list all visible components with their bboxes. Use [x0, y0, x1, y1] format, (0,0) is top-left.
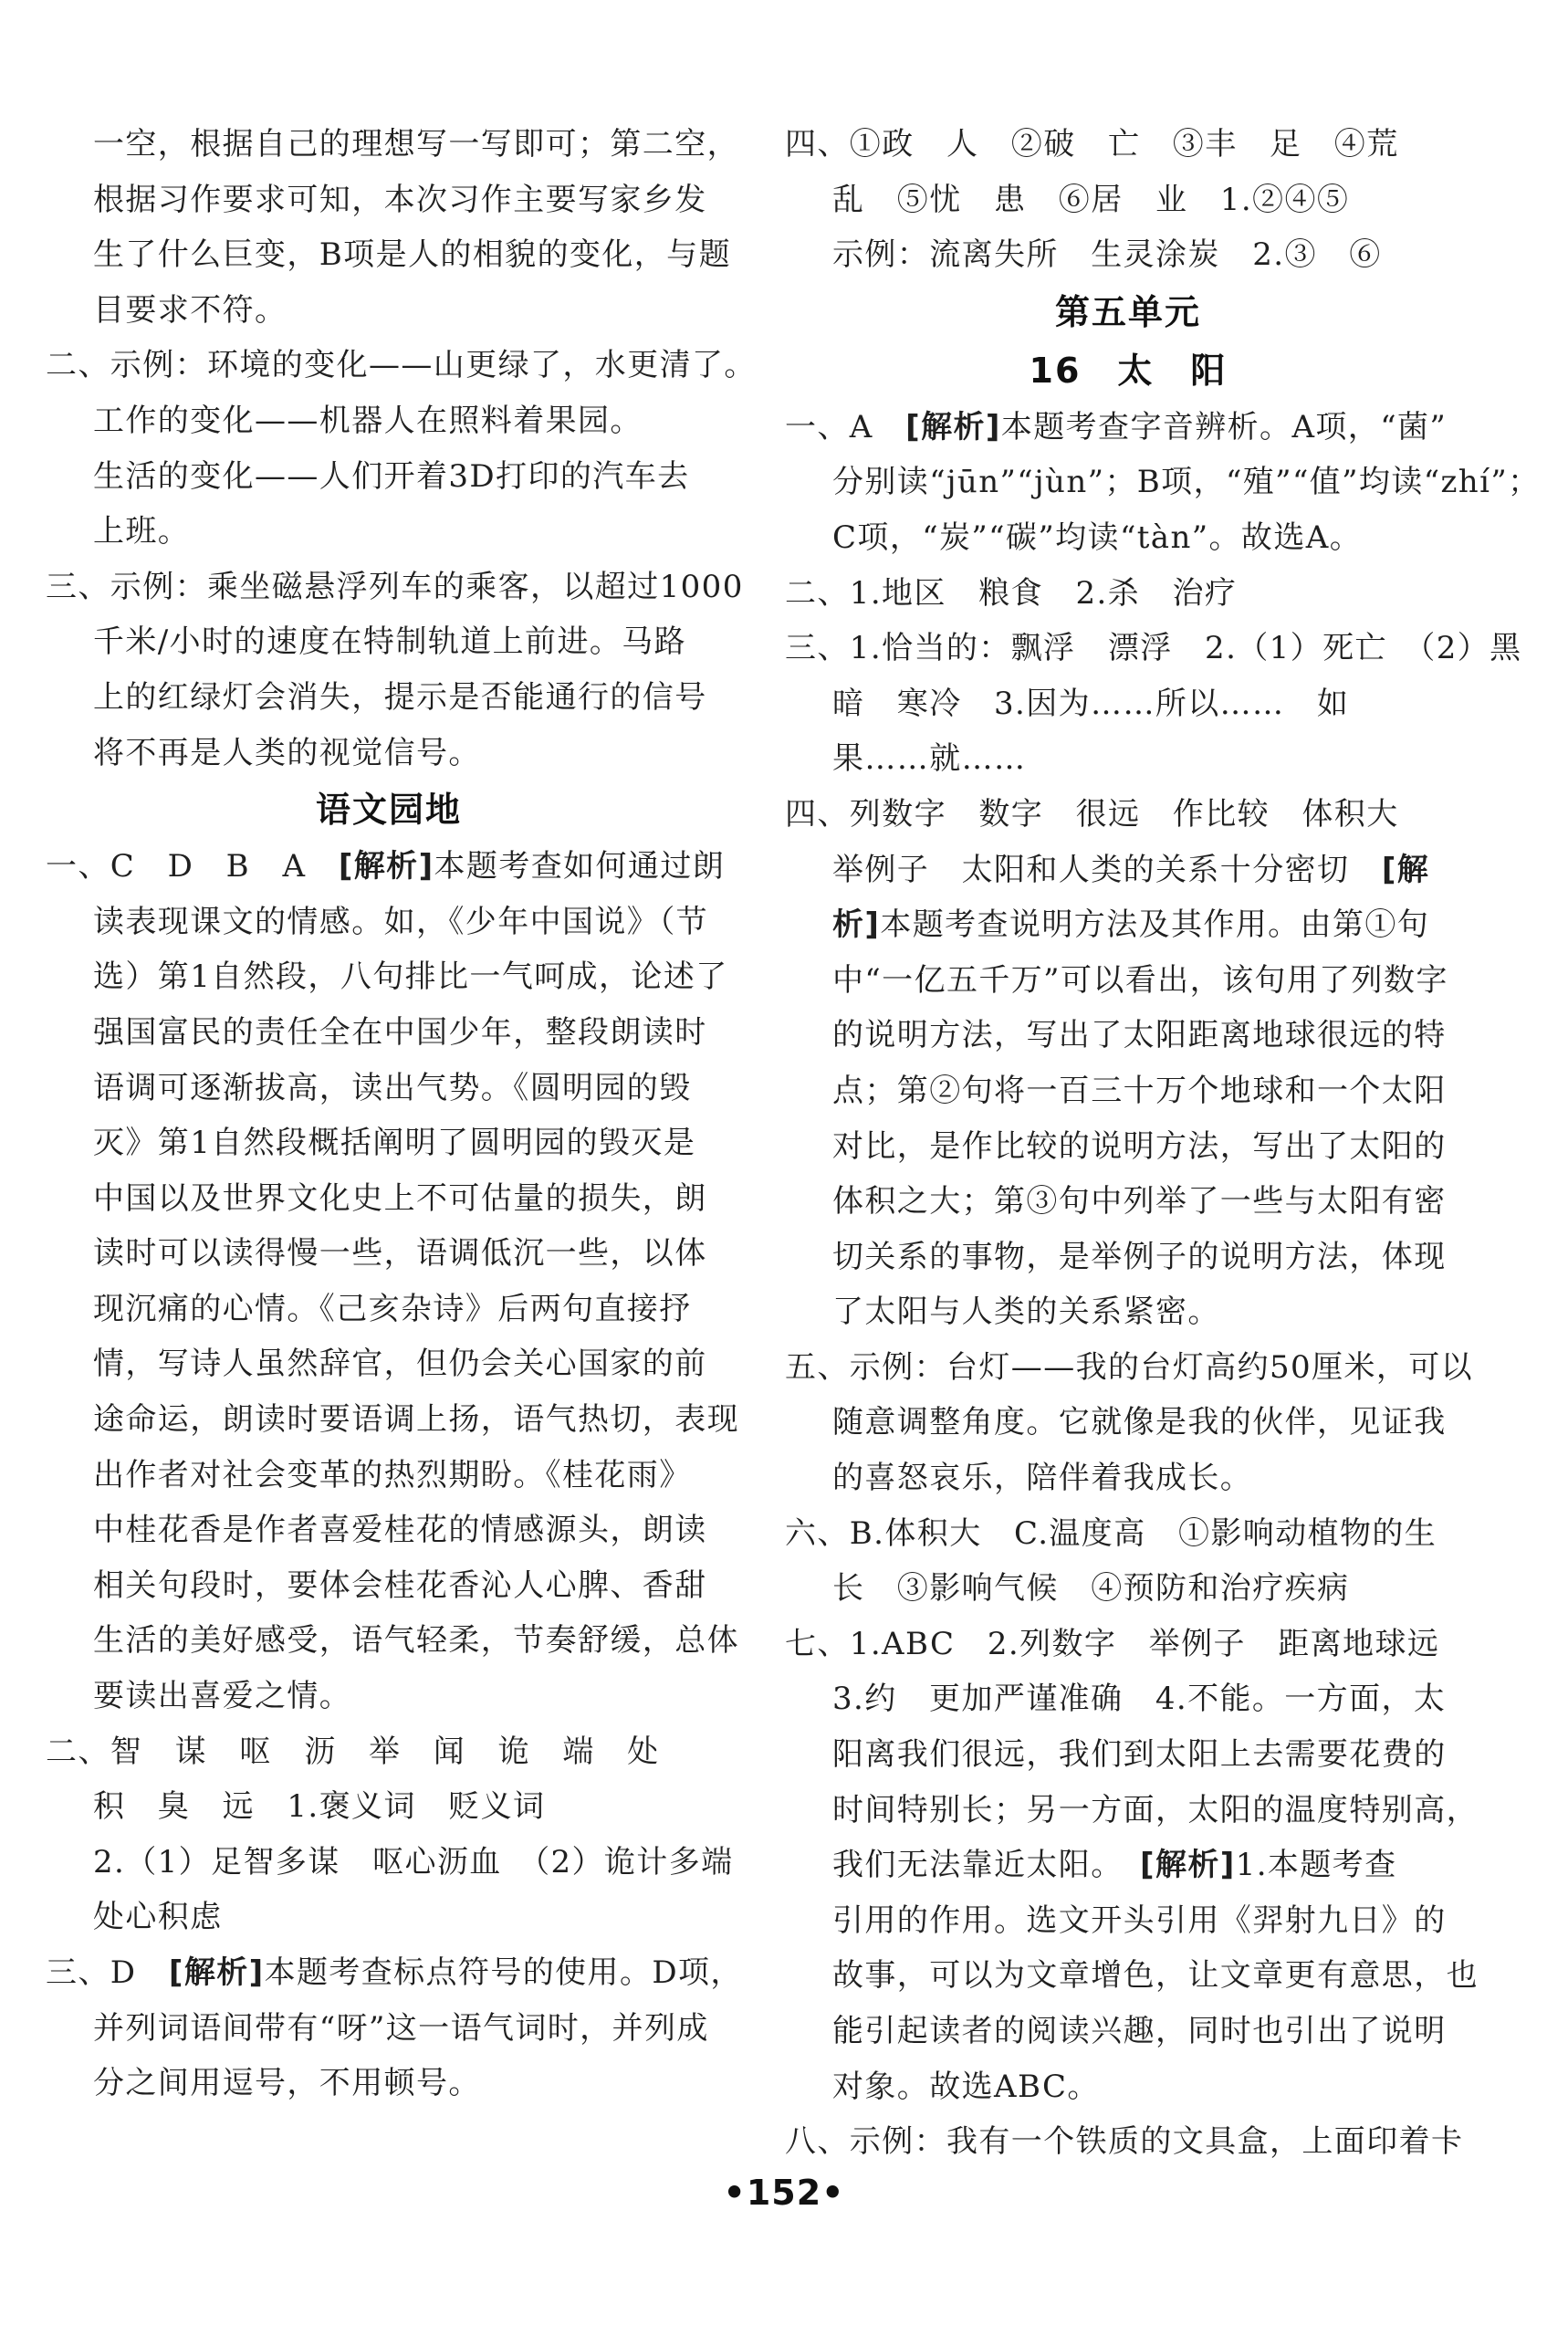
- line-text: 语调可逐渐拔高，读出气势。《圆明园的毁: [93, 1069, 692, 1106]
- line-text: 处心积虑: [93, 1899, 223, 1936]
- text-line: [785, 1451, 1471, 1506]
- text-line: [785, 1727, 1471, 1783]
- text-line: [46, 504, 732, 560]
- line-text: 长 ③影响气候 ④预防和治疗疾病: [832, 1570, 1350, 1608]
- line-text: 现沉痛的心情。《己亥杂诗》后两句直接抒: [93, 1290, 692, 1327]
- text-line: [46, 670, 732, 726]
- text-line: [46, 1061, 732, 1116]
- text-line: [46, 1005, 732, 1061]
- line-text-continued: 本题考查标点符号的使用。D项，: [264, 1954, 743, 1991]
- analysis-tag: [解析]: [1140, 1847, 1236, 1884]
- text-line: [785, 2059, 1471, 2115]
- line-text: 相关句段时，要体会桂花香沁人心脾、香甜: [93, 1566, 707, 1604]
- line-text: 生活的变化——人们开着3D打印的汽车去: [93, 457, 690, 495]
- section-heading: 16 太 阳: [1029, 350, 1228, 391]
- line-text: 读时可以读得慢一些，语调低沉一些，以体: [93, 1235, 707, 1273]
- line-text: 根据习作要求可知，本次习作主要写家乡发: [93, 181, 707, 218]
- line-text: 目要求不符。: [93, 291, 287, 329]
- text-line: [46, 2056, 732, 2111]
- text-line: [46, 1558, 732, 1614]
- line-text: 2.（1）足智多谋 呕心沥血 （2）诡计多端: [93, 1843, 734, 1880]
- text-line: [46, 1890, 732, 1945]
- line-text: 阳离我们很远，我们到太阳上去需要花费的: [832, 1736, 1447, 1774]
- line-text: 的喜怒哀乐，陪伴着我成长。: [832, 1460, 1253, 1497]
- text-line: [46, 1779, 732, 1835]
- text-line: [785, 676, 1471, 732]
- line-text: 出作者对社会变革的热烈期盼。《桂花雨》: [93, 1456, 692, 1493]
- text-line: [46, 1669, 732, 1724]
- line-text: 的说明方法，写出了太阳距离地球很远的特: [832, 1017, 1447, 1054]
- line-text: 体积之大；第③句中列举了一些与太阳有密: [832, 1183, 1447, 1220]
- text-line: [785, 173, 1471, 228]
- line-text: 千米/小时的速度在特制轨道上前进。马路: [93, 623, 687, 661]
- line-text: 工作的变化——机器人在照料着果园。: [93, 402, 643, 439]
- line-text: 故事，可以为文章增色，让文章更有意思，也: [832, 1957, 1479, 1995]
- text-line: [46, 1282, 732, 1337]
- line-text-continued: 本题考查字音辨析。A项，“菌”: [1000, 408, 1448, 445]
- text-line: [46, 1336, 732, 1392]
- analysis-tag: [解: [1381, 851, 1430, 888]
- analysis-tag: 析]: [832, 906, 881, 944]
- section-heading: 第五单元: [1054, 291, 1201, 332]
- line-text: 分之间用逗号，不用顿号。: [93, 2065, 481, 2102]
- line-text: 四、列数字 数字 很远 作比较 体积大: [785, 795, 1399, 833]
- line-text: 中“一亿五千万”可以看出，该句用了列数字: [832, 961, 1448, 999]
- text-line: [785, 843, 1471, 898]
- line-text: 生活的美好感受，语气轻柔，节奏舒缓，总体: [93, 1622, 739, 1660]
- line-text: 对象。故选ABC。: [832, 2068, 1100, 2105]
- line-text: 了太阳与人类的关系紧密。: [832, 1294, 1220, 1331]
- line-text: 中桂花香是作者喜爱桂花的情感源头，朗读: [93, 1512, 707, 1549]
- text-line: [46, 614, 732, 670]
- line-text: 中国以及世界文化史上不可估量的损失，朗: [93, 1179, 707, 1217]
- text-line: [785, 2114, 1471, 2170]
- line-text: 对比，是作比较的说明方法，写出了太阳的: [832, 1127, 1447, 1165]
- text-line: [785, 953, 1471, 1009]
- left-column: [46, 117, 757, 2111]
- line-text: 二、智 谋 呕 沥 举 闻 诡 端 处: [46, 1733, 660, 1770]
- text-line: [785, 2004, 1471, 2059]
- text-line: [46, 283, 732, 339]
- line-text: 读表现课文的情感。如，《少年中国说》（节: [93, 903, 708, 940]
- line-text: 三、1.恰当的：飘浮 漂浮 2.（1）死亡 （2）黑: [785, 630, 1522, 667]
- text-line: [785, 787, 1471, 843]
- text-line: [46, 338, 757, 393]
- line-text: 生了什么巨变，B项是人的相貌的变化，与题: [93, 236, 731, 274]
- page-number: •152•: [723, 2173, 845, 2213]
- section-heading: 语文园地: [315, 790, 462, 831]
- line-text: 果……就……: [832, 740, 1027, 778]
- text-line: [46, 895, 732, 950]
- text-line: [785, 1230, 1471, 1285]
- text-line: [46, 949, 732, 1005]
- text-line: [785, 1284, 1471, 1340]
- line-text: 能引起读者的阅读兴趣，同时也引出了说明: [832, 2013, 1447, 2049]
- line-text: 灭》第1自然段概括阐明了圆明园的毁灭是: [93, 1125, 696, 1162]
- text-line: [785, 731, 1471, 787]
- text-line: [46, 117, 739, 173]
- line-text: 上班。: [93, 513, 191, 550]
- text-line: [785, 1893, 1471, 1949]
- line-text: 我们无法靠近太阳。: [832, 1847, 1140, 1884]
- text-line: [785, 227, 1471, 283]
- line-text: 上的红绿灯会消失，提示是否能通行的信号: [93, 678, 707, 716]
- text-line: [46, 1945, 743, 2001]
- line-text: 六、B.体积大 C.温度高 ①影响动植物的生: [785, 1514, 1437, 1552]
- line-text: 强国富民的责任全在中国少年，整段朗读时: [93, 1013, 707, 1051]
- line-text: 乱 ⑤忧 患 ⑥居 业 1.②④⑤: [832, 181, 1350, 218]
- text-line: [785, 1340, 1474, 1396]
- text-line: [785, 1506, 1471, 1562]
- text-line: [46, 1171, 732, 1227]
- text-line: [785, 1174, 1471, 1230]
- text-line: [785, 1063, 1471, 1119]
- text-line: [785, 1671, 1471, 1727]
- line-text: 途命运，朗读时要语调上扬，语气热切，表现: [93, 1401, 739, 1439]
- text-line: [785, 1783, 1479, 1838]
- text-line: [785, 1119, 1471, 1175]
- text-line: [785, 117, 1471, 173]
- line-text: 三、示例：乘坐磁悬浮列车的乘客，以超过1000: [46, 568, 744, 605]
- text-line: [785, 1561, 1471, 1617]
- text-line: [46, 1613, 739, 1669]
- text-line: [785, 566, 1471, 622]
- line-text: 一、C D B A: [46, 848, 339, 885]
- text-line: [46, 173, 732, 228]
- text-line: [46, 1392, 739, 1448]
- line-text: 选）第1自然段，八句排比一气呵成，论述了: [93, 958, 728, 996]
- text-line: [46, 726, 732, 781]
- text-line: [46, 1448, 732, 1503]
- line-text: 要读出喜爱之情。: [93, 1678, 352, 1715]
- line-text: 一空，根据自己的理想写一写即可；第二空，: [93, 126, 739, 162]
- line-text: 二、示例：环境的变化——山更绿了，水更清了。: [46, 347, 757, 384]
- line-text: 切关系的事物，是举例子的说明方法，体现: [832, 1238, 1447, 1275]
- line-text: 引用的作用。选文开头引用《羿射九日》的: [832, 1901, 1447, 1939]
- line-text: 示例：流离失所 生灵涂炭 2.③ ⑥: [832, 236, 1382, 274]
- line-text: 四、①政 人 ②破 亡 ③丰 足 ④荒: [785, 126, 1399, 162]
- text-line: [46, 560, 744, 615]
- line-text: 二、1.地区 粮食 2.杀 治疗: [785, 574, 1238, 612]
- text-line: [785, 897, 1471, 953]
- line-text: 分别读“jūn”“jùn”；B项，“殖”“值”均读“zhí”；: [832, 464, 1541, 501]
- line-text: C项，“炭”“碳”均读“tàn”。故选A。: [832, 519, 1363, 556]
- line-text: 暗 寒冷 3.因为……所以…… 如: [832, 685, 1350, 722]
- line-text: 并列词语间带有“呀”这一语气词时，并列成: [93, 2009, 709, 2047]
- line-text-continued: 本题考查如何通过朗: [434, 848, 726, 885]
- text-line: [785, 400, 1471, 456]
- text-line: [785, 1395, 1471, 1451]
- line-text: 七、1.ABC 2.列数字 举例子 距离地球远: [785, 1625, 1440, 1662]
- line-text: 点；第②句将一百三十万个地球和一个太阳: [832, 1072, 1447, 1109]
- text-line: [46, 1835, 732, 1891]
- text-line: [785, 621, 1522, 676]
- text-line: [785, 1838, 1471, 1893]
- line-text-continued: 本题考查说明方法及其作用。由第①句: [880, 906, 1430, 944]
- line-text-continued: 1.本题考查: [1235, 1847, 1397, 1884]
- text-line: [785, 1008, 1471, 1063]
- line-text: 时间特别长；另一方面，太阳的温度特别高，: [832, 1791, 1479, 1828]
- line-text: 举例子 太阳和人类的关系十分密切: [832, 851, 1382, 888]
- text-line: [46, 839, 732, 895]
- line-text: 八、示例：我有一个铁质的文具盒，上面印着卡: [785, 2123, 1464, 2161]
- right-column: [785, 117, 1541, 2170]
- text-line: [46, 1116, 732, 1171]
- line-text: 随意调整角度。它就像是我的伙伴，见证我: [832, 1404, 1447, 1441]
- text-line: [785, 1617, 1471, 1672]
- line-text: 三、D: [46, 1954, 169, 1991]
- line-text: 3.约 更加严谨准确 4.不能。一方面，太: [832, 1681, 1447, 1718]
- line-text: 积 臭 远 1.褒义词 贬义词: [93, 1788, 546, 1826]
- text-line: [785, 510, 1471, 566]
- text-line: [46, 227, 732, 283]
- text-line: [785, 1948, 1479, 2004]
- analysis-tag: [解析]: [905, 408, 1001, 445]
- text-line: [46, 1503, 732, 1558]
- line-text: 五、示例：台灯——我的台灯高约50厘米，可以: [785, 1348, 1474, 1386]
- analysis-tag: [解析]: [168, 1954, 265, 1991]
- text-line: [785, 455, 1541, 510]
- line-text: 情，写诗人虽然辞官，但仍会关心国家的前: [93, 1346, 707, 1383]
- text-line: [46, 1724, 732, 1780]
- line-text: 将不再是人类的视觉信号。: [93, 734, 481, 771]
- text-line: [46, 2001, 732, 2057]
- analysis-tag: [解析]: [338, 848, 434, 885]
- text-line: [46, 449, 732, 505]
- text-line: [46, 1226, 732, 1282]
- line-text: 一、A: [785, 408, 906, 445]
- text-line: [46, 393, 732, 449]
